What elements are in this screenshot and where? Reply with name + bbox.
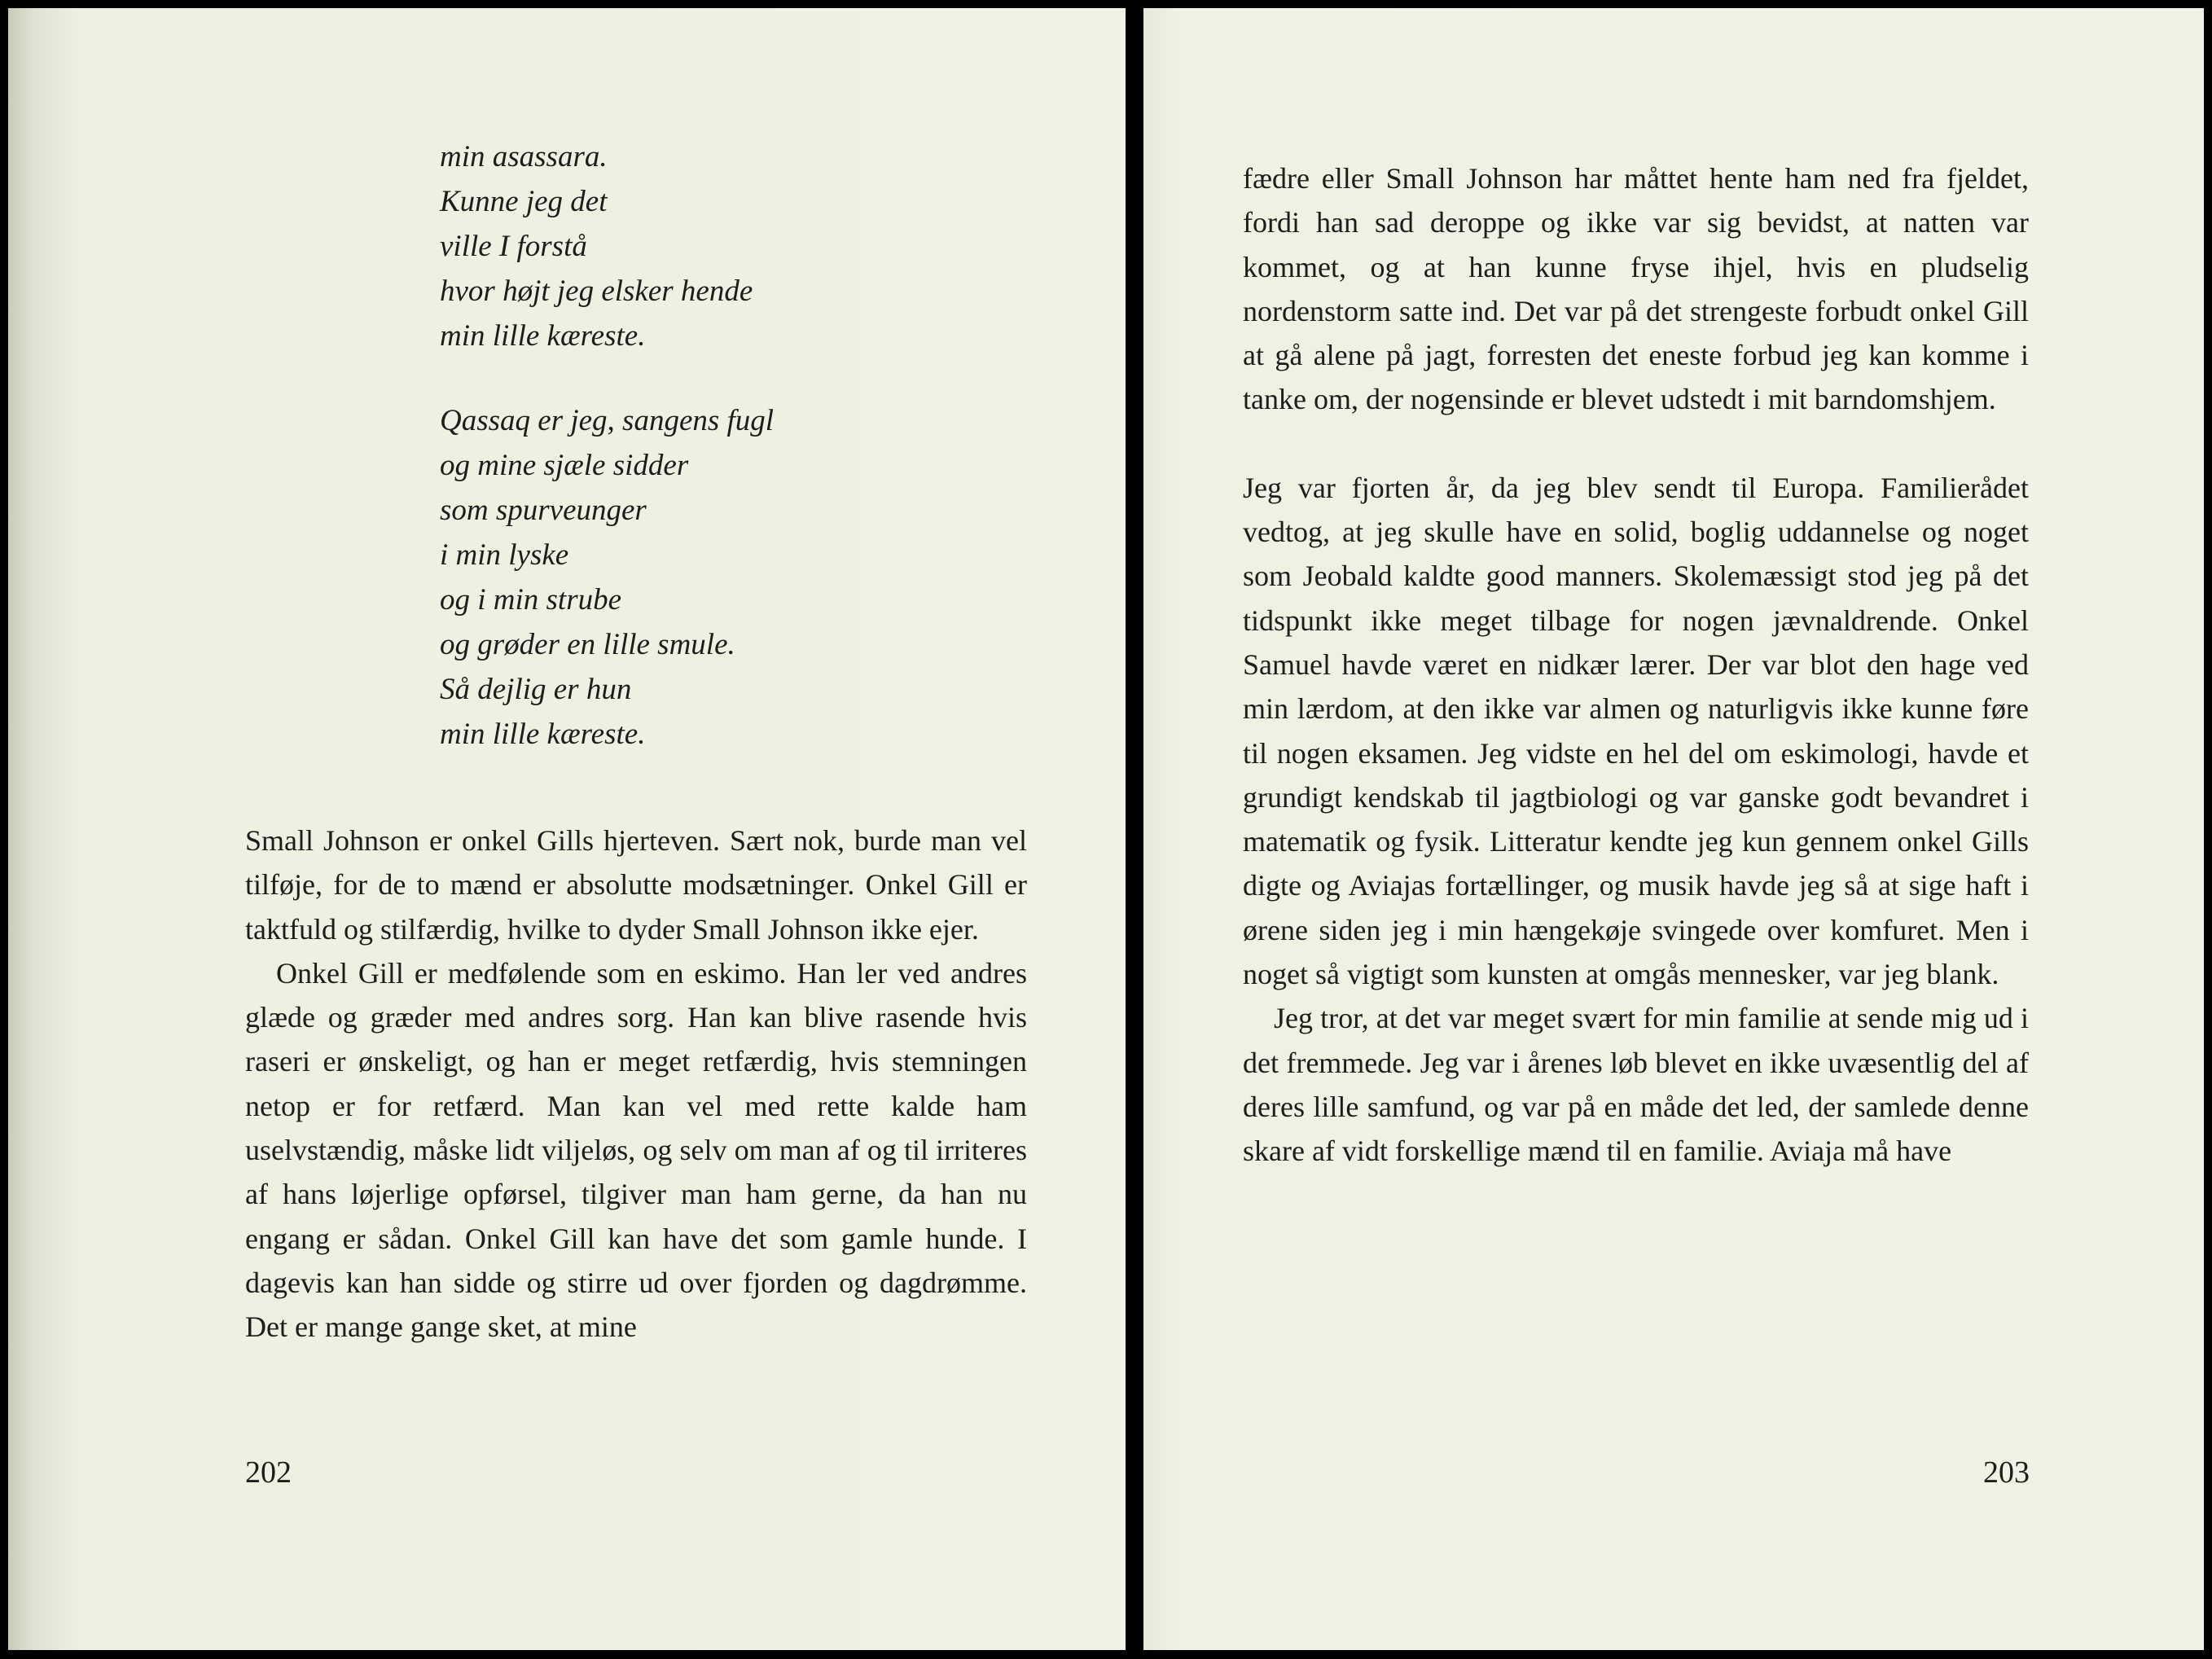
page-number: 202 xyxy=(245,1455,292,1490)
left-page xyxy=(8,8,1126,1650)
paragraph: Small Johnson er onkel Gills hjerteven. Sært nok, burde man vel tilføje, for de to mænd er absolutte modsætninger. Onkel Gill er taktfuld og stilfærdig, hvilke to dyder Small Johnson ikke ejer. xyxy=(245,824,1027,946)
poem-stanza-2 xyxy=(440,398,774,757)
poem-line: og mine sjæle sidder xyxy=(440,449,689,482)
paragraph: Jeg var fjorten år, da jeg blev sendt til Europa. Familierådet vedtog, at jeg skulle have en solid, boglig uddannelse og noget som Jeobald kaldte good manners. Skolemæssigt stod jeg på det tidspunkt ikke meget tilbage for nogen jævnaldrende. Onkel Samuel havde været en nidkær lærer. Der var blot den hage ved min lærdom, at den ikke var almen og naturligvis ikke kunne føre til nogen eksamen. Jeg vidste en hel del om eskimologi, havde et grundigt kendskab til jagtbiologi og var ganske godt bevandret i matematik og fysik. Litteratur kendte jeg kun gennem onkel Gills digte og Aviajas fortællinger, og musik havde jeg så at sige haft i ørene siden jeg i min hængekøje svingede over komfuret. Men i noget så vigtigt som kunsten at omgås mennesker, var jeg blank. xyxy=(1243,471,2029,991)
left-page-body xyxy=(245,819,1027,1350)
poem-line: min lille kæreste. xyxy=(440,718,646,751)
poem-line: Så dejlig er hun xyxy=(440,673,632,706)
paragraph: Jeg tror, at det var meget svært for min familie at sende mig ud i det fremmede. Jeg var i årenes løb blevet en ikke uvæsentlig del af deres lille samfund, og var på en måde det led, der samlede denne skare af vidt forskellige mænd til en familie. Aviaja må have xyxy=(1243,1002,2029,1168)
poem-line: som spurveunger xyxy=(440,494,647,527)
right-page xyxy=(1143,8,2204,1650)
right-page-body xyxy=(1243,156,2029,1174)
page-number: 203 xyxy=(1983,1455,2030,1490)
poem-line: hvor højt jeg elsker hende xyxy=(440,274,753,308)
poem-line: Qassaq er jeg, sangens fugl xyxy=(440,404,775,437)
poem-stanza-1 xyxy=(440,134,774,358)
poem xyxy=(440,134,774,797)
poem-line: i min lyske xyxy=(440,538,569,572)
poem-line: og grøder en lille smule. xyxy=(440,628,735,661)
poem-line: ville I forstå xyxy=(440,230,587,263)
paragraph: fædre eller Small Johnson har måttet hente ham ned fra fjeldet, fordi han sad deroppe og ikke var sig bevidst, at natten var kommet, og at han kunne fryse ihjel, hvis en pludselig nordenstorm satte ind. Det var på det strengeste forbudt onkel Gill at gå alene på jagt, forresten det eneste forbud jeg kan komme i tanke om, der nogensinde er blevet udstedt i mit barndomshjem. xyxy=(1243,162,2029,416)
poem-line: Kunne jeg det xyxy=(440,185,608,218)
paragraph: Onkel Gill er medfølende som en eskimo. Han ler ved andres glæde og græder med andres sorg. Han kan blive rasende hvis raseri er ønskeligt, og han er meget retfærdig, hvis stemningen netop er for retfærd. Man kan vel med rette kalde ham uselvstændig, måske lidt viljeløs, og selv om man af og til irriteres af hans løjerlige opførsel, tilgiver man ham gerne, da han nu engang er sådan. Onkel Gill kan have det som gamle hunde. I dagevis kan han sidde og stirre ud over fjorden og dagdrømme. Det er mange gange sket, at mine xyxy=(245,956,1027,1344)
poem-line: min lille kæreste. xyxy=(440,319,646,353)
poem-line: og i min strube xyxy=(440,583,622,617)
poem-line: min asassara. xyxy=(440,140,608,173)
